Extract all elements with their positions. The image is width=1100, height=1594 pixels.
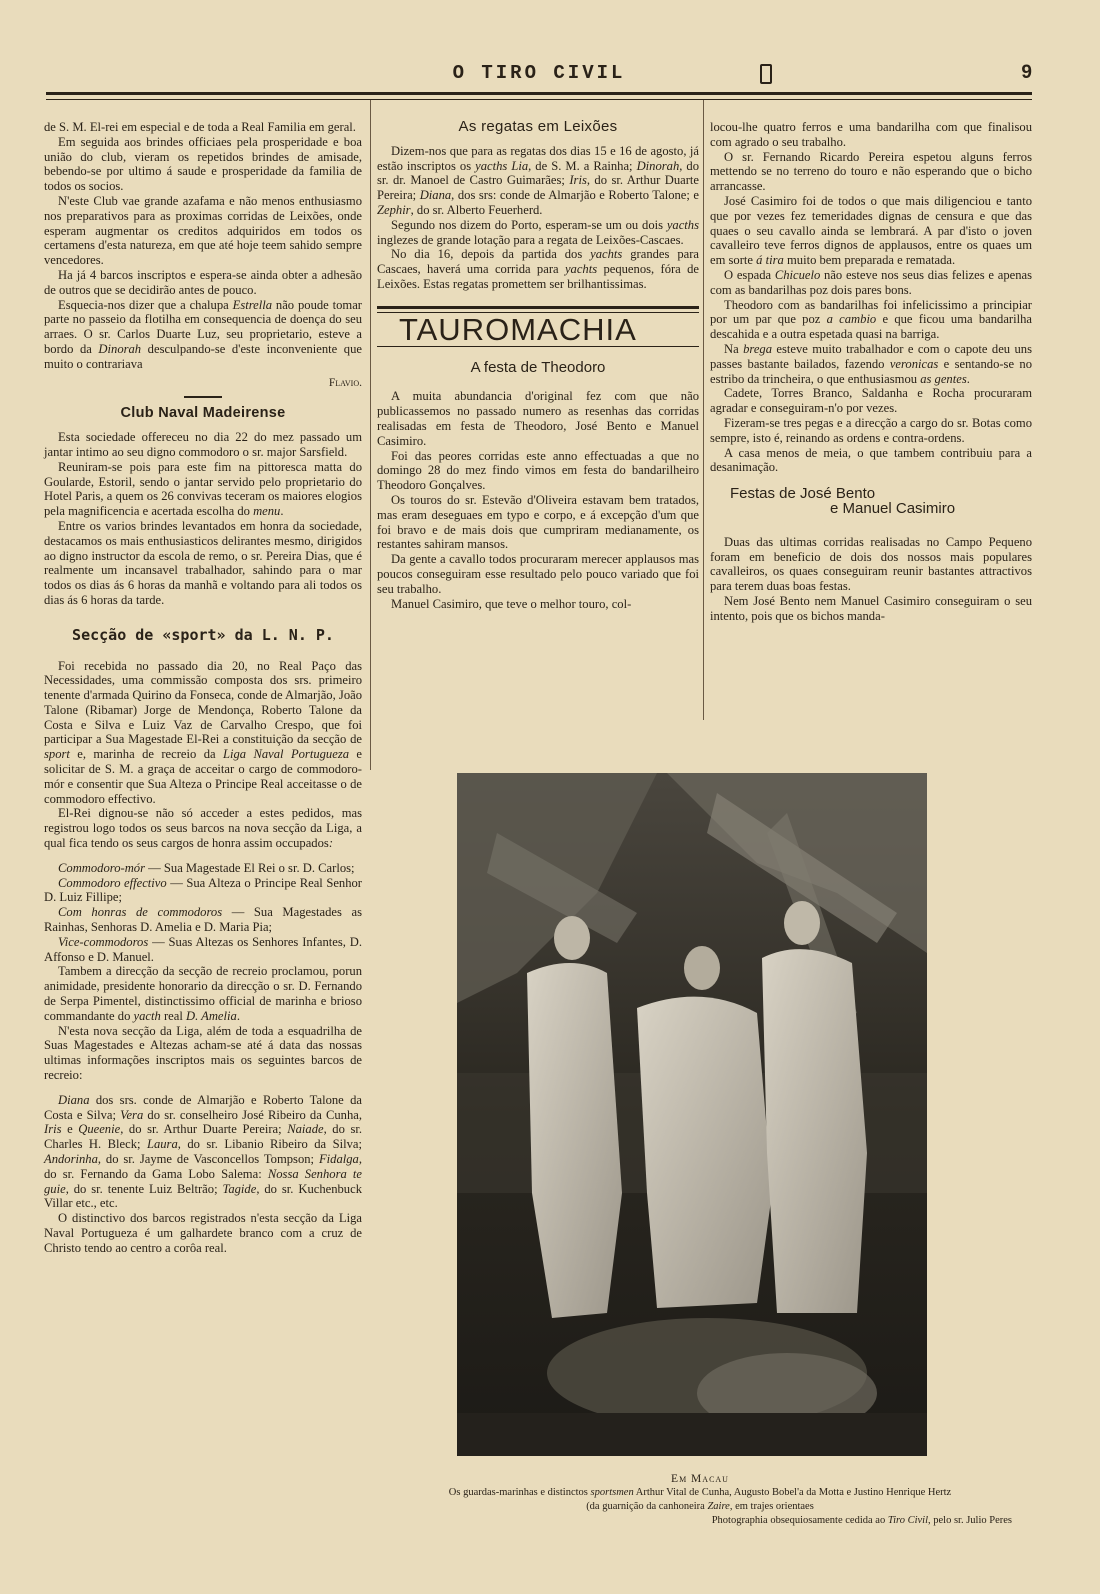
column-2 xyxy=(377,120,699,611)
author-signature: Flavio. xyxy=(328,376,362,389)
photo-illustration xyxy=(457,773,927,1456)
caption-title: Em Macau xyxy=(671,1473,729,1485)
paragraph: O distinctivo dos barcos registrados n'esta secção da Liga Naval Portugueza é um galhardete branco com a cruz de Christo tendo ao centro a corôa real. xyxy=(44,1211,362,1255)
photo-caption xyxy=(370,1472,1030,1528)
paragraph: Esta sociedade offereceu no dia 22 do mez passado um jantar intimo ao seu digno commodoro o sr. major Sarsfield. xyxy=(44,430,362,459)
paragraph: Da gente a cavallo todos procuraram merecer applausos mas poucos conseguiram esse resultado pelo pouco variado que foi seu trabalho. xyxy=(377,552,699,596)
paragraph: Fizeram-se tres pegas e a direcção a cargo do sr. Botas como sempre, isto é, reinando as ordens e contra-ordens. xyxy=(710,415,1032,445)
paragraph: Segundo nos dizem do Porto, esperam-se um ou dois yacths inglezes de grande lotação para a regata de Leixões-Cascaes. xyxy=(377,217,699,247)
section-divider xyxy=(184,396,222,398)
honor-role: Com honras de commodoros — Sua Magestades as Rainhas, Senhoras D. Amelia e D. Maria Pia; xyxy=(44,905,362,935)
paragraph: Foi recebida no passado dia 20, no Real Paço das Necessidades, uma commissão composta dos srs. primeiro tenente d'armada Quirino da Fonseca, conde de Almarjão, João Talone (Ribamar) Jorge de Mendonça, Roberto Talone da Costa e Silva e Luiz Vaz de Carvalho Crespo, que foi participar a Sua Magestade El-Rei a constituição da secção de sport e, marinha de recreio da Liga Naval Portugueza e solicitar de S. M. a graça de acceitar o cargo de commodoro-mór e consentir que Sua Alteza o Principe Real acceitasse o de commodoro effectivo. xyxy=(44,658,362,806)
boat-list: Diana dos srs. conde de Almarjão e Roberto Talone da Costa e Silva; Vera do sr. conselheiro José Ribeiro da Cunha, Iris e Queenie, do sr. Arthur Duarte Pereira; Naiade, do sr. Charles H. Bleck; Laura, do sr. Libanio Ribeiro da Silva; Andorinha, do sr. Jayme de Vasconcellos Tompson; Fidalga, do sr. Fernando da Gama Lobo Salema: Nossa Senhora te guie, do sr. tenente Luiz Beltrão; Tagide, do sr. Kuchenbuck Villar etc., etc. xyxy=(44,1092,363,1211)
paragraph: Duas das ultimas corridas realisadas no Campo Pequeno foram em beneficio de dois dos nossos mais populares cavalleiros, os quaes conseguiram reunir bastantes attractivos para terem duas boas festas. xyxy=(710,534,1032,594)
paragraph: Cadete, Torres Branco, Saldanha e Rocha procuraram agradar e conseguiram-n'o por vezes. xyxy=(710,386,1032,416)
page-number: 9 xyxy=(1021,62,1032,83)
paragraph: Nem José Bento nem Manuel Casimiro conseguiram o seu intento, pois que os bichos manda- xyxy=(710,593,1032,623)
paragraph: Tambem a direcção da secção de recreio proclamou, porun animidade, presidente honorario da direcção o sr. D. Fernando de Serpa Pimentel, distinctissimo official de marinha e brioso commandante do yacth real D. Amelia. xyxy=(44,964,362,1023)
paragraph: Os touros do sr. Estevão d'Oliveira estavam bem tratados, mas eram deseguaes em typo e corpo, e á excepção d'um que foi bravo e de mais dois que cumpriram medianamente, os restantes sahiram mansos. xyxy=(377,492,699,552)
header-rule xyxy=(46,92,1032,100)
newspaper-title: O TIRO CIVIL xyxy=(452,62,626,84)
paragraph: Em seguida aos brindes officiaes pela prosperidade e boa união do club, vieram os repetidos brindes de amisade, bebendo-se por ultimo á saude e prosperidade da familia de todos os socios. xyxy=(44,134,362,194)
section-title: TAUROMACHIA xyxy=(399,311,637,347)
paragraph: O espada Chicuelo não esteve nos seus dias felizes e apenas com as bandarilhas poz dois pares bons. xyxy=(710,267,1032,297)
caption-line: Os guardas-marinhas e distinctos sportsmen Arthur Vital de Cunha, Augusto Bobel'a da Motta e Justino Henrique Hertz xyxy=(448,1487,952,1498)
column-divider xyxy=(370,100,371,770)
paragraph: Theodoro com as bandarilhas foi infelicissimo a principiar por um par que poz a cambio e que ficou uma bandarilha descahida e a outra espetada quasi na barriga. xyxy=(710,297,1032,342)
paragraph: Entre os varios brindes levantados em honra da sociedade, destacamos os mais enthusiasticos delirantes mesmo, dirigidos ao digno instructor da escola de remo, o sr. Pereira Dias, que é realmente um incansavel trabalhador, sahindo para o mar todos os dias ás 6 horas da manhã e voltando para ali todos os dias ás 6 horas da tarde. xyxy=(44,518,362,607)
page-header xyxy=(46,62,1032,92)
paragraph: Manuel Casimiro, que teve o melhor touro, col- xyxy=(391,596,632,611)
photo-credit: Photographia obsequiosamente cedida ao Tiro Civil, pelo sr. Julio Peres xyxy=(711,1515,1012,1526)
column-1 xyxy=(44,120,362,1256)
paragraph: A muita abundancia d'original fez com que não publicassemos no passado numero as resenhas das corridas realisadas em festa de Theodoro, José Bento e Manuel Casimiro. xyxy=(377,389,699,448)
paragraph: El-Rei dignou-se não só acceder a estes pedidos, mas registrou logo todos os seus barcos na nova secção da Liga, a qual fica tendo os seus cargos de honra assim occupados: xyxy=(44,806,362,851)
paragraph: Dizem-nos que para as regatas dos dias 15 e 16 de agosto, já estão inscriptos os yacths Lia, de S. M. a Rainha; Dinorah, do sr. dr. Manoel de Castro Guimarães; Iris, do sr. Arthur Duarte Pereira; Diana, dos srs: conde de Almarjão e Roberto Talone; e Zephir, do sr. Alberto Feuerherd. xyxy=(377,143,700,217)
paragraph: de S. M. El-rei em especial e de toda a Real Familia em geral. xyxy=(44,120,356,134)
ornament-icon xyxy=(760,64,772,84)
paragraph: A casa menos de meia, o que tambem contribuiu para a desanimação. xyxy=(710,445,1032,475)
article-heading: A festa de Theodoro xyxy=(470,358,606,376)
section-heading: As regatas em Leixões xyxy=(458,118,618,135)
paragraph: N'este Club vae grande azafama e não menos enthusiasmo nos preparativos para as proximas corridas de Leixões, onde esperam augmentar os creditos adquiridos em todos os certamens d'esta natureza, em que até hoje teem sahido sempre vencedores. xyxy=(44,193,362,268)
caption-line: (da guarnição da canhoneira Zaire, em trajes orientaes xyxy=(586,1501,814,1512)
paragraph: Ha já 4 barcos inscriptos e espera-se ainda obter a adhesão de outros que se decidirão antes de pouco. xyxy=(44,267,362,297)
paragraph: Foi das peores corridas este anno effectuadas a que no domingo 28 do mez findo vimos em festa do bandarilheiro Theodoro Gonçalves. xyxy=(377,448,699,493)
column-3 xyxy=(710,120,1032,624)
paragraph: O sr. Fernando Ricardo Pereira espetou alguns ferros mettendo se no terreno do touro e não esperando que o bicho arrancasse. xyxy=(710,149,1032,194)
paragraph: José Casimiro foi de todos o que mais diligenciou e tanto que por vezes fez temeridades dignas de censura e que das quaes o seu cavallo ainda se lembrará. A par d'isto o joven cavalleiro teve ferros dignos de applausos, entre os quaes um em sorte á tira muito bem preparada e rematada. xyxy=(710,193,1032,268)
honor-role: Vice-commodoros — Suas Altezas os Senhores Infantes, D. Affonso e D. Manuel. xyxy=(44,934,362,964)
article-heading: Festas de José Bento e Manuel Casimiro xyxy=(730,485,956,517)
honor-role: Commodoro-mór — Sua Magestade El Rei o sr. D. Carlos; xyxy=(58,860,355,875)
column-divider xyxy=(703,100,704,720)
boat-name: Estrella xyxy=(232,297,273,312)
paragraph: Esquecia-nos dizer que a chalupa Estrella não poude tomar parte no passeio da flotilha em consequencia de doença do seu arraes. O sr. Carlos Duarte Luz, seu proprietario, esteve a bordo da Dinorah desculpando-se d'este inconveniente que muito o contrariava xyxy=(44,297,363,371)
paragraph: No dia 16, depois da partida dos yachts grandes para Cascaes, haverá uma corrida para yachts pequenos, fóra de Leixões. Estas regatas promettem ser brilhantissimas. xyxy=(377,247,699,291)
section-heading: Club Naval Madeirense xyxy=(120,405,286,422)
photograph-three-men-in-kimonos xyxy=(457,773,927,1456)
honor-role: Commodoro effectivo — Sua Alteza o Principe Real Senhor D. Luiz Fillipe; xyxy=(44,875,362,905)
paragraph: locou-lhe quatro ferros e uma bandarilha com que finalisou com agrado o seu trabalho. xyxy=(710,120,1032,149)
paragraph: Reuniram-se pois para este fim na pittoresca matta do Goularde, Estoril, sendo o jantar servido pelo proprietario do Hotel Paris, a quem os 26 convivas teceram os maiores elogios pela magnificencia e acertada escolha do menu. xyxy=(44,459,362,519)
section-heading: Secção de «sport» da L. N. P. xyxy=(72,625,334,644)
paragraph: N'esta nova secção da Liga, além de toda a esquadrilha de Suas Magestades e Altezas acham-se até á data das nossas ultimas informações inscriptos mais os seguintes barcos de recreio: xyxy=(44,1023,362,1083)
paragraph: Na brega esteve muito trabalhador e com o capote deu uns passes bastante bailados, fazendo veronicas e sentando-se no estribo da trincheira, o que enthusiasmou as gentes. xyxy=(710,341,1032,386)
boat-name: Dinorah xyxy=(98,341,142,356)
